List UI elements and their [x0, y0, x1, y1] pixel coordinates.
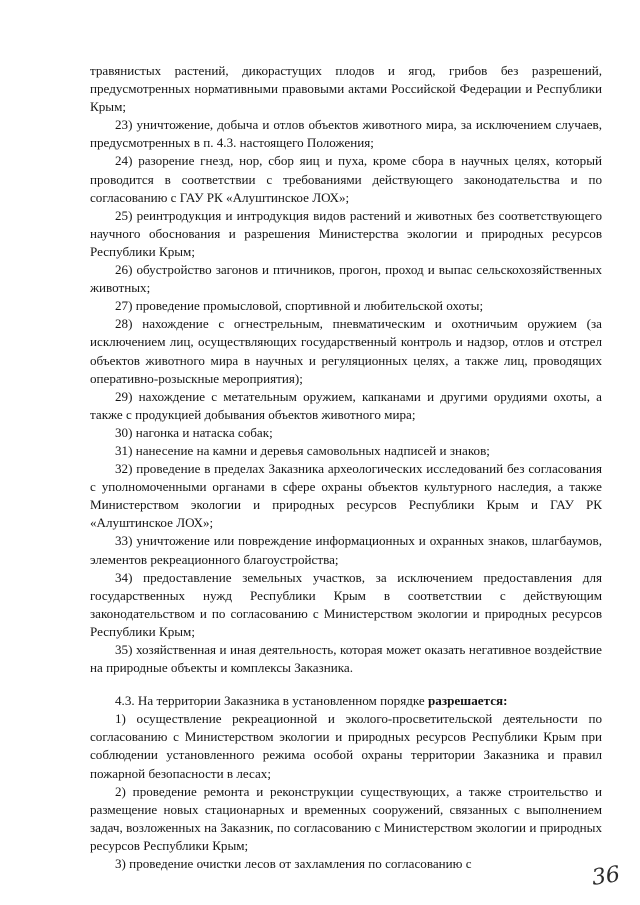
paragraph-text: 26) обустройство загонов и птичников, прогон, проход и выпас сельскохозяйственных животных; [90, 262, 602, 296]
list-item [90, 207, 602, 261]
paragraph-text: 3) проведение очистки лесов от захламления по согласованию с [115, 856, 472, 872]
list-item [90, 783, 602, 855]
list-item [90, 116, 602, 152]
paragraph-text: 29) нахождение с метательным оружием, капканами и другими орудиями охоты, а также с продукцией добывания объектов животного мира; [90, 388, 602, 422]
paragraph-text: 35) хозяйственная и иная деятельность, которая может оказать негативное воздействие на природные объекты и комплексы Заказника. [90, 642, 602, 676]
page-number: 36 [590, 862, 622, 891]
paragraph-text: 32) проведение в пределах Заказника археологических исследований без согласования с уполномоченными органами в сфере охраны объектов культурного наследия, а также Министерством экологии и природных ресурсов Республики Крым и ГАУ РК «Алуштинское ЛОХ»; [90, 461, 602, 531]
list-item [90, 855, 602, 873]
list-item [90, 532, 602, 568]
paragraph-emphasis: разрешается: [428, 693, 508, 709]
list-item [90, 315, 602, 387]
paragraph-text: 31) нанесение на камни и деревья самовольных надписей и знаков; [115, 442, 490, 458]
paragraph-text: 4.3. На территории Заказника в установленном порядке [115, 693, 428, 709]
paragraph-text: 23) уничтожение, добыча и отлов объектов животного мира, за исключением случаев, предусмотренных в п. 4.3. настоящего Положения; [90, 117, 602, 151]
paragraph-text: 34) предоставление земельных участков, за исключением предоставления для государственных нужд Республики Крым в соответствии с действующим законодательством и по согласованию с Министерством экологии и природных ресурсов Республики Крым; [90, 569, 602, 639]
paragraph-text: 27) проведение промысловой, спортивной и любительской охоты; [115, 298, 484, 314]
paragraph-text: 33) уничтожение или повреждение информационных и охранных знаков, шлагбаумов, элементов рекреационного благоустройства; [90, 533, 602, 567]
list-item [90, 460, 602, 532]
paragraph-text: 28) нахождение с огнестрельным, пневматическим и охотничьим оружием (за исключением лиц, осуществляющих государственный контроль и надзор, отлов и отстрел объектов животного мира в научных и регуляционных целях, а также лиц, проводящих оперативно-розыскные мероприятия); [90, 316, 602, 386]
list-item [90, 710, 602, 782]
paragraph-text: 1) осуществление рекреационной и эколого-просветительской деятельности по согласованию с Министерством экологии и природных ресурсов Республики Крым при соблюдении установленного режима особой охраны территории Заказника и правил пожарной безопасности в лесах; [90, 711, 602, 781]
paragraph-text: 24) разорение гнезд, нор, сбор яиц и пуха, кроме сбора в научных целях, который проводится в соответствии с требованиями действующего законодательства и по согласованию с ГАУ РК «Алуштинское ЛОХ»; [90, 153, 602, 205]
paragraph-text: 25) реинтродукция и интродукция видов растений и животных без соответствующего научного обоснования и разрешения Министерства экологии и природных ресурсов Республики Крым; [90, 207, 602, 259]
list-item [90, 388, 602, 424]
list-item [90, 424, 602, 442]
paragraph-text: 30) нагонка и натаска собак; [115, 424, 273, 440]
section-heading-paragraph [90, 692, 602, 710]
list-item [90, 297, 602, 315]
paragraph-text: 2) проведение ремонта и реконструкции существующих, а также строительство и размещение новых стационарных и временных сооружений, связанных с выполнением задач, возложенных на Заказник, по согласованию с Министерством экологии и природных ресурсов Республики Крым; [90, 783, 602, 853]
document-body [90, 62, 602, 873]
paragraph-text: травянистых растений, дикорастущих плодов и ягод, грибов без разрешений, предусмотренных нормативными правовыми актами Российской Федерации и Республики Крым; [90, 63, 602, 115]
list-item [90, 569, 602, 641]
list-item [90, 641, 602, 677]
list-item [90, 62, 602, 116]
list-item [90, 261, 602, 297]
list-item [90, 152, 602, 206]
list-item [90, 442, 602, 460]
